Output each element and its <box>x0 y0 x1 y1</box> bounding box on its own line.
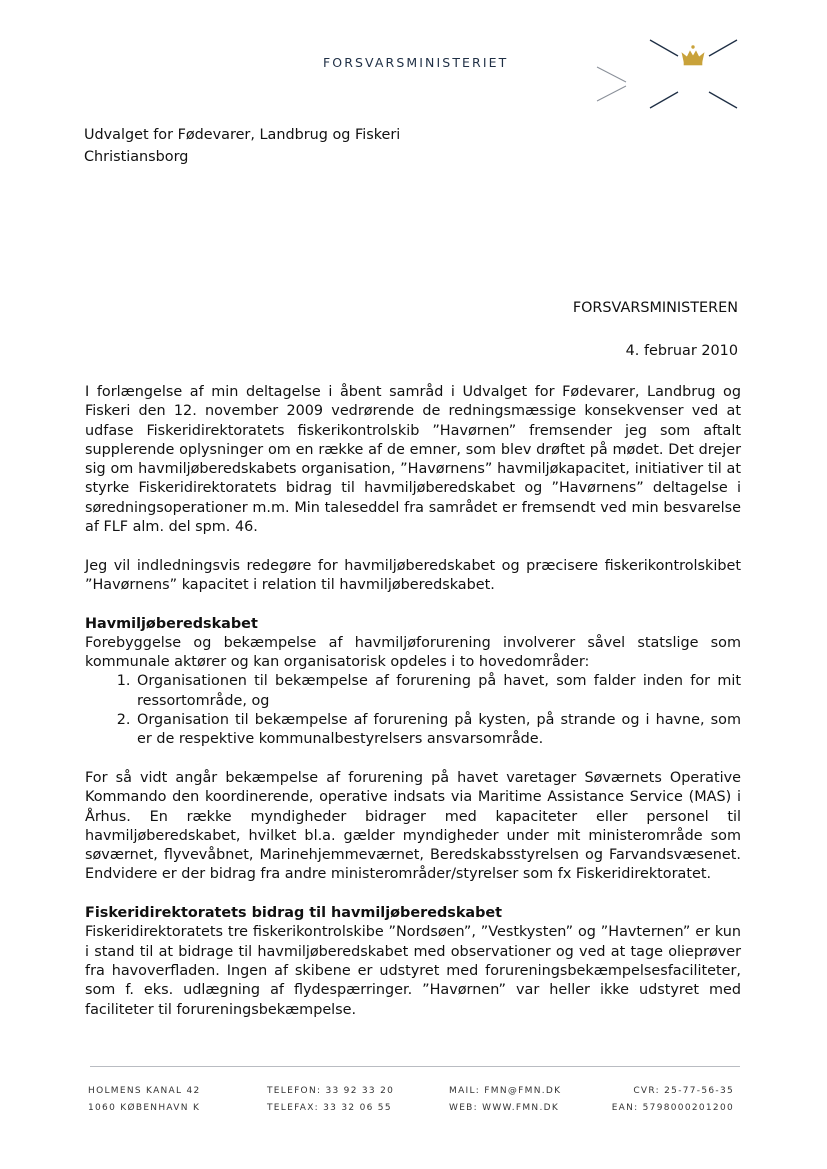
list-item: 1. Organisationen til bekæmpelse af forurening på havet, som falder inden for mit ressortområde, og <box>135 672 741 711</box>
paragraph-intro: I forlængelse af min deltagelse i åbent samråd i Udvalget for Fødevarer, Landbrug og Fiskeri den 12. november 2009 vedrørende de redningsmæssige konsekvenser ved at udfase Fiskeridirektoratets fiskerikontrolskib ”Havørnen” fremsender jeg som aftalt supplerende oplysninger om en række af de emner, som blev drøftet på mødet. Det drejer sig om havmiljøberedskabets organisation, ”Havørnens” havmiljøkapacitet, initiativer til at styrke Fiskeridirektoratets bidrag til havmiljøberedskabet og ”Havørnens” deltagelse i søredningsoperationer m.m. Min taleseddel fra samrådet er fremsendt ved min besvarelse af FLF alm. del spm. 46. <box>85 384 741 536</box>
footer-city: 1060 KØBENHAVN K <box>88 1103 201 1113</box>
footer-fax: TELEFAX: 33 32 06 55 <box>267 1103 392 1113</box>
letter-date: 4. februar 2010 <box>625 343 738 359</box>
paragraph-purpose: Jeg vil indledningsvis redegøre for havmiljøberedskabet og præcisere fiskerikontrolskibet ”Havørnens” kapacitet i relation til havmiljøberedskabet. <box>85 557 741 593</box>
addressee-committee: Udvalget for Fødevarer, Landbrug og Fiskeri <box>84 127 401 143</box>
footer-mail: MAIL: FMN@FMN.DK <box>449 1086 562 1096</box>
list-item: 2. Organisation til bekæmpelse af forurening på kysten, på strande og i havne, som er de respektive kommunalbestyrelsers ansvarsområde. <box>135 711 741 750</box>
addressee-location: Christiansborg <box>84 149 189 165</box>
heading-fiskeridirektoratet: Fiskeridirektoratets bidrag til havmiljøberedskabet <box>85 905 503 922</box>
numbered-list <box>85 672 741 749</box>
footer-phones <box>267 1083 394 1117</box>
footer-ean: EAN: 5798000201200 <box>611 1103 734 1113</box>
paragraph-organisation: Forebyggelse og bekæmpelse af havmiljøforurening involverer såvel statslige som kommunale aktører og kan organisatorisk opdeles i to hovedområder: <box>85 634 741 671</box>
footer-web: WEB: WWW.FMN.DK <box>449 1103 560 1113</box>
footer-registry <box>600 1083 734 1117</box>
royal-crown-cross-emblem-icon <box>592 34 742 114</box>
letter-body <box>85 383 741 1039</box>
addressee-block <box>84 124 400 168</box>
footer-cvr: CVR: 25-77-56-35 <box>633 1086 734 1096</box>
footer-contact <box>449 1083 562 1117</box>
footer-phone: TELEFON: 33 92 33 20 <box>267 1086 395 1096</box>
heading-havmiljoberedskabet: Havmiljøberedskabet <box>85 615 258 632</box>
paragraph-coordination: For så vidt angår bekæmpelse af forurening på havet varetager Søværnets Operative Kommando den koordinerende, operative indsats via Maritime Assistance Service (MAS) i Århus. En række myndigheder bidrager med kapaciteter eller personel til havmiljøberedskabet, hvilket bl.a. gælder myndigheder under mit ministerområde som søværnet, flyvevåbnet, Marinehjemmeværnet, Beredskabsstyrelsen og Farvandsvæsenet. Endvidere er der bidrag fra andre ministerområder/styrelser som fx Fiskeridirektoratet. <box>85 769 741 883</box>
sender-title: FORSVARSMINISTEREN <box>572 300 738 316</box>
paragraph-fishery-vessels: Fiskeridirektoratets tre fiskerikontrolskibe ”Nordsøen”, ”Vestkysten” og ”Havternen” er kun i stand til at bidrage til havmiljøberedskabet med observationer og ved at tage olieprøver fra havoverfladen. Ingen af skibene er udstyret med forureningsbekæmpelsesfaciliteter, som f. eks. udlægning af flydespærringer. ”Havørnen” var heller ikke udstyret med faciliteter til forureningsbekæmpelse. <box>85 924 741 1018</box>
footer-street: HOLMENS KANAL 42 <box>88 1086 201 1096</box>
footer-divider <box>90 1066 740 1067</box>
footer-address <box>88 1083 201 1117</box>
ministry-name: FORSVARSMINISTERIET <box>323 55 509 70</box>
